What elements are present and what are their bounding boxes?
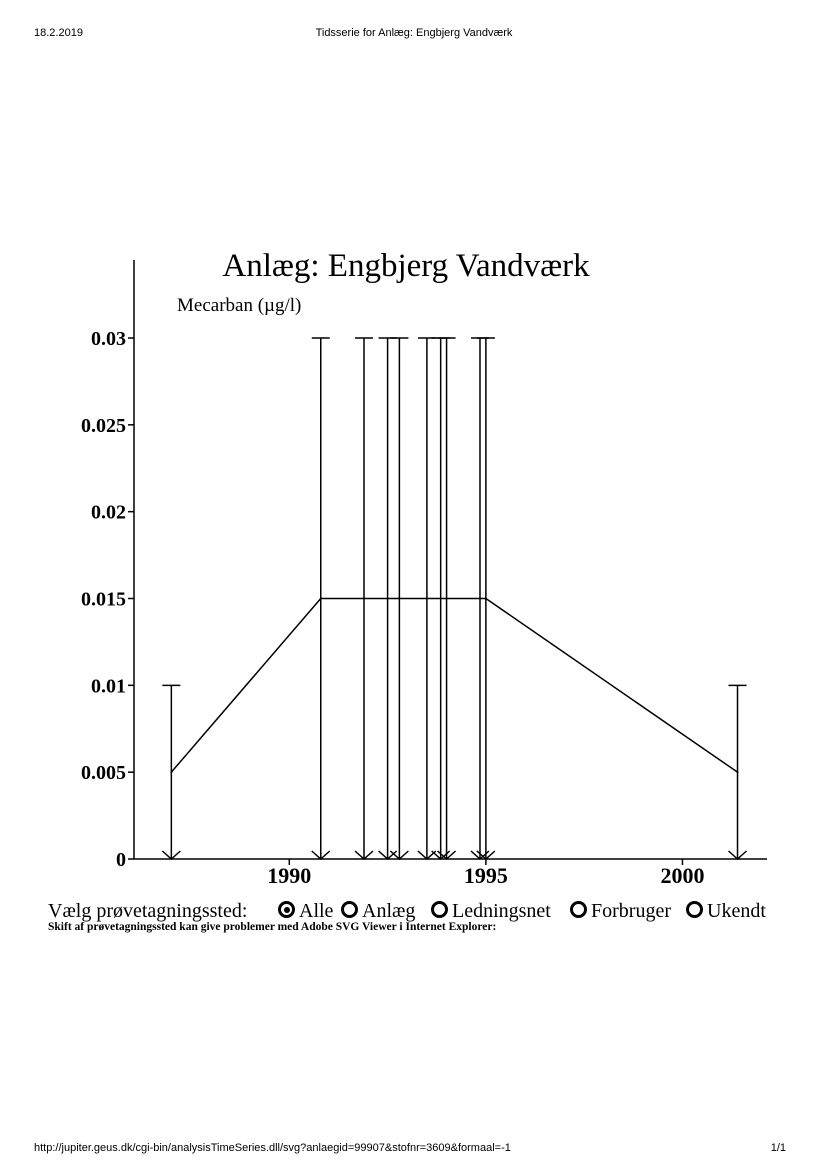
y-tick-label: 0.015 <box>81 588 126 611</box>
chart-title: Anlæg: Engbjerg Vandværk <box>222 248 590 284</box>
y-tick-label: 0 <box>116 849 126 871</box>
print-date: 18.2.2019 <box>34 27 83 39</box>
option-alle-label: Alle <box>299 900 334 922</box>
radio-forbruger-icon[interactable] <box>570 901 587 918</box>
print-title: Tidsserie for Anlæg: Engbjerg Vandværk <box>315 27 513 39</box>
radio-ledningsnet-icon[interactable] <box>431 901 448 918</box>
y-tick-label: 0.025 <box>81 414 126 437</box>
option-alle[interactable] <box>278 900 333 923</box>
x-tick-label: 2000 <box>660 863 705 888</box>
y-tick-label: 0.03 <box>91 328 126 350</box>
x-tick-label: 1995 <box>463 863 508 888</box>
data-marks <box>162 338 746 859</box>
option-ukendt[interactable] <box>686 900 766 923</box>
x-tick-label: 1990 <box>267 863 312 888</box>
option-ledningsnet[interactable] <box>431 900 551 923</box>
data-point <box>320 598 322 600</box>
data-point <box>485 598 487 600</box>
y-tick-label: 0.005 <box>81 762 126 785</box>
option-ukendt-label: Ukendt <box>707 900 766 922</box>
print-page-number: 1/1 <box>770 1142 786 1154</box>
data-point <box>737 771 739 773</box>
radio-anlaeg-icon[interactable] <box>341 901 358 918</box>
data-point <box>170 771 172 773</box>
option-ledningsnet-label: Ledningsnet <box>452 900 551 922</box>
radio-ukendt-icon[interactable] <box>686 901 703 918</box>
y-tick-label: 0.02 <box>91 501 126 524</box>
print-url: http://jupiter.geus.dk/cgi-bin/analysisTimeSeries.dll/svg?anlaegid=99907&stofnr=3609&formaal=-1 <box>34 1142 511 1154</box>
option-anlaeg-label: Anlæg <box>362 900 416 922</box>
selector-note: Skift af prøvetagningssted kan give problemer med Adobe SVG Viewer i Internet Explorer: <box>48 921 497 933</box>
y-axis-label: Mecarban (µg/l) <box>177 295 302 316</box>
radio-alle-icon[interactable] <box>278 901 295 918</box>
y-tick-label: 0.01 <box>91 675 126 698</box>
option-forbruger-label: Forbruger <box>591 900 671 922</box>
axes <box>81 260 767 888</box>
option-forbruger[interactable] <box>570 900 671 923</box>
option-anlaeg[interactable] <box>341 900 415 923</box>
selector-label: Vælg prøvetagningssted: <box>48 900 248 922</box>
series-line <box>171 599 737 773</box>
